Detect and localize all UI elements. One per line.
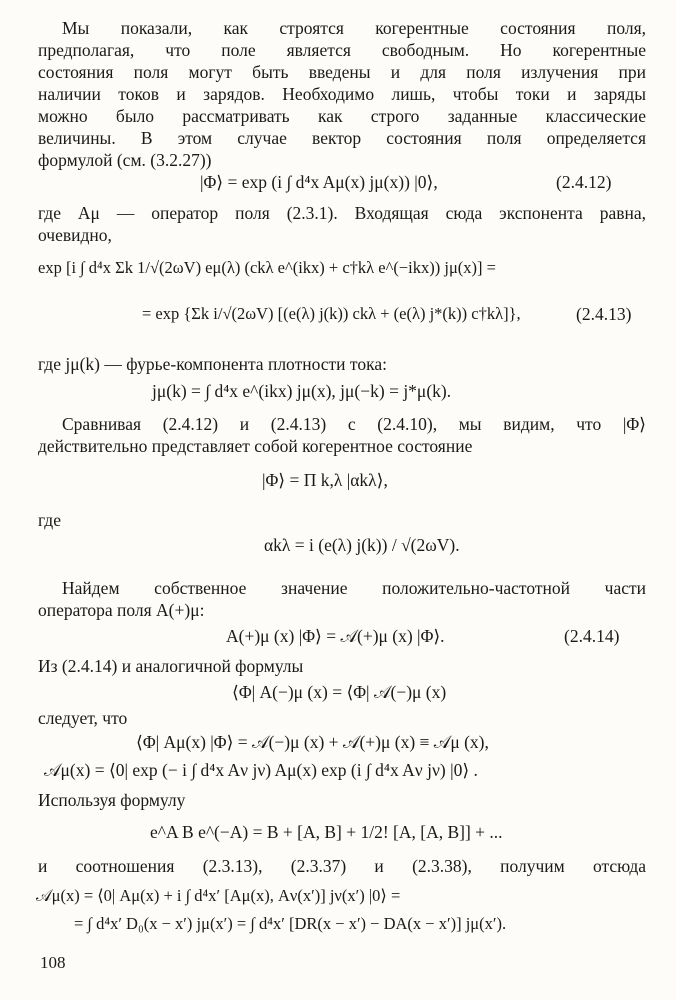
equation-2-4-13-part-2: = exp {Σk i/√(2ωV) [(e(λ) j(k)) ckλ + (e(λ) j*(k)) c†kλ]},: [142, 304, 521, 323]
equation-coherent-product: |Φ⟩ = Π k,λ |αkλ⟩,: [262, 470, 388, 490]
equation-2-4-12: |Φ⟩ = exp (i ∫ d⁴x Aμ(x) jμ(x)) |0⟩,: [200, 172, 438, 192]
equation-2-4-14: A(+)μ (x) |Φ⟩ = 𝒜(+)μ (x) |Φ⟩.: [226, 626, 445, 646]
paragraph-4-line-1: Сравнивая (2.4.12) и (2.4.13) с (2.4.10), мы видим, что |Φ⟩: [62, 414, 646, 434]
equation-bch-formula: e^A B e^(−A) = B + [A, B] + 1/2! [A, [A, B]] + ...: [150, 822, 503, 842]
equation-alpha: αkλ = i (e(λ) j(k)) / √(2ωV).: [264, 535, 460, 555]
equation-final-part-2: = ∫ d⁴x′ D₀(x − x′) jμ(x′) = ∫ d⁴x′ [DR(x − x′) − DA(x − x′)] jμ(x′).: [74, 914, 507, 933]
equation-conjugate: ⟨Φ| A(−)μ (x) = ⟨Φ| 𝒜(−)μ (x): [232, 682, 447, 702]
paragraph-1-line-7: формулой (см. (3.2.27)): [38, 150, 212, 170]
paragraph-8: Используя формулу: [38, 790, 186, 810]
paragraph-1-line-2: предполагая, что поле является свободным. Но когерентные: [38, 40, 646, 60]
paragraph-7: следует, что: [38, 708, 128, 728]
paragraph-1-line-3: состояния поля могут быть введены и для поля излучения при: [38, 62, 646, 82]
paragraph-1-line-4: наличии токов и зарядов. Необходимо лишь, чтобы токи и заряды: [38, 84, 646, 104]
paragraph-9: и соотношения (2.3.13), (2.3.37) и (2.3.38), получим отсюда: [38, 856, 646, 876]
paragraph-1-line-6: величины. В этом случае вектор состояния поля определяется: [38, 128, 646, 148]
equation-number-2-4-13: (2.4.13): [576, 304, 632, 324]
paragraph-3: где jμ(k) — фурье-компонента плотности тока:: [38, 354, 387, 374]
paragraph-6: Из (2.4.14) и аналогичной формулы: [38, 656, 304, 676]
paragraph-2-line-1: где Aμ — оператор поля (2.3.1). Входящая сюда экспонента равна,: [38, 203, 646, 223]
equation-expectation-value: ⟨Φ| Aμ(x) |Φ⟩ = 𝒜(−)μ (x) + 𝒜(+)μ (x) ≡ 𝒜μ (x),: [136, 732, 489, 752]
page-number: 108: [40, 953, 66, 972]
paragraph-1-line-5: можно было рассматривать как строго заданные классические: [38, 106, 646, 126]
paragraph-4-line-2: действительно представляет собой когерентное состояние: [38, 436, 473, 456]
equation-fourier-component: jμ(k) = ∫ d⁴x e^(ikx) jμ(x), jμ(−k) = j*μ(k).: [152, 381, 452, 401]
paragraph-2-line-2: очевидно,: [38, 225, 112, 245]
equation-number-2-4-14: (2.4.14): [564, 626, 620, 646]
paragraph-5-line-2: оператора поля A(+)μ:: [38, 600, 205, 620]
equation-2-4-13-part-1: exp [i ∫ d⁴x Σk 1/√(2ωV) eμ(λ) (ckλ e^(ikx) + c†kλ e^(−ikx)) jμ(x)] =: [38, 258, 496, 277]
paragraph-1-line-1: Мы показали, как строятся когерентные состояния поля,: [62, 18, 646, 38]
paragraph-5-line-1: Найдем собственное значение положительно-частотной части: [62, 578, 646, 598]
equation-number-2-4-12: (2.4.12): [556, 172, 612, 192]
equation-final-part-1: 𝒜μ(x) = ⟨0| Aμ(x) + i ∫ d⁴x′ [Aμ(x), Aν(x′)] jν(x′) |0⟩ =: [36, 886, 401, 905]
equation-amu: 𝒜μ(x) = ⟨0| exp (− i ∫ d⁴x Aν jν) Aμ(x) exp (i ∫ d⁴x Aν jν) |0⟩ .: [44, 760, 478, 780]
where-label: где: [38, 510, 61, 530]
